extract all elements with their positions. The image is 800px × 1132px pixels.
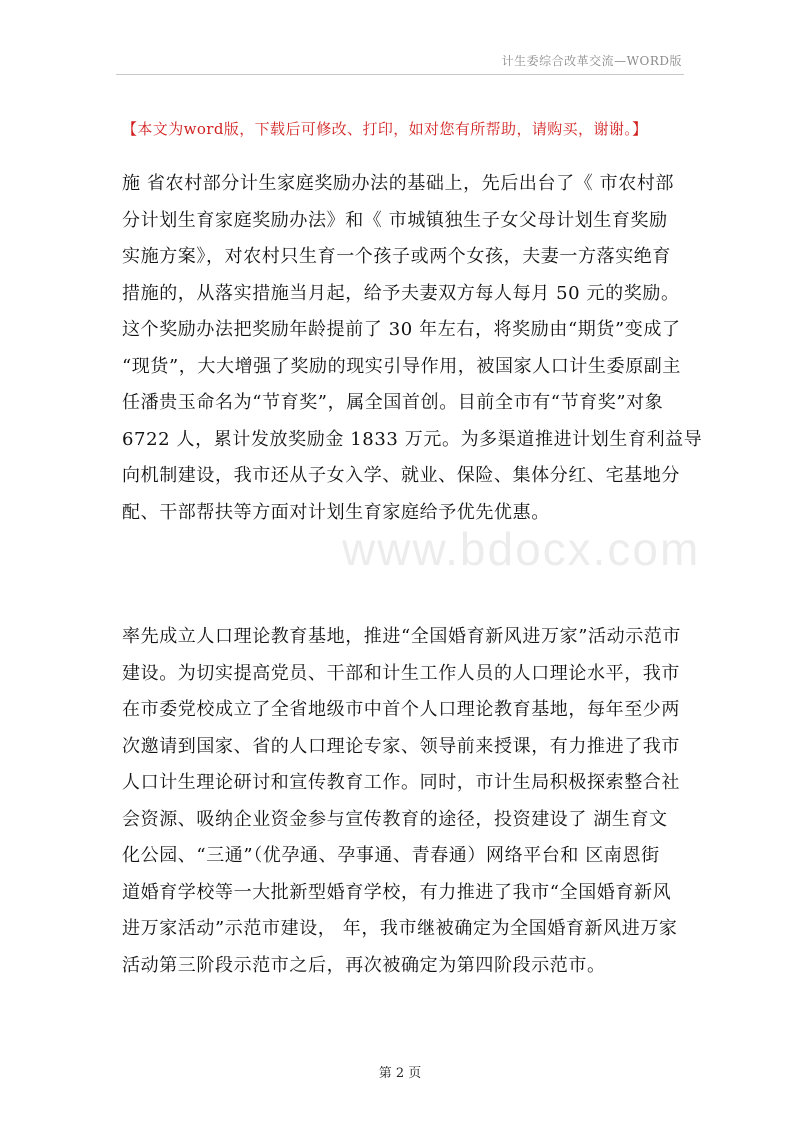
- paragraph-line: 进万家活动”示范市建设， 年，我市继被确定为全国婚育新风进万家: [122, 918, 678, 939]
- paragraph-2: [122, 619, 682, 984]
- page-number: 第 2 页: [378, 1066, 422, 1081]
- paragraph-line: “现货”，大大增强了奖励的现实引导作用，被国家人口计生委原副主: [122, 355, 682, 377]
- paragraph-line: 这个奖励办法把奖励年龄提前了 30 年左右，将奖励由“期货”变成了: [122, 319, 681, 340]
- paragraph-line: 措施的，从落实措施当月起，给予夫妻双方每人每月 50 元的奖励。: [122, 282, 680, 304]
- paragraph-line: 会资源、吸纳企业资金参与宣传教育的途径，投资建设了 湖生育文: [122, 808, 668, 830]
- paragraph-line: 建设。为切实提高党员、干部和计生工作人员的人口理论水平，我市: [122, 662, 680, 684]
- paragraph-line: 向机制建设，我市还从子女入学、就业、保险、集体分红、宅基地分: [122, 465, 680, 486]
- paragraph-line: 配、干部帮扶等方面对计划生育家庭给予优先优惠。: [122, 501, 550, 523]
- paragraph-line: 实施方案》，对农村只生育一个孩子或两个女孩，夫妻一方落实绝育: [122, 246, 671, 267]
- download-notice: 【本文为word版，下载后可修改、打印，如对您有所帮助，请购买，谢谢。】: [122, 120, 648, 138]
- header-title: 计生委综合改革交流—WORD版: [501, 54, 682, 68]
- paragraph-line: 6722 人，累计发放奖励金 1833 万元。为多渠道推进计划生育利益导: [122, 428, 703, 450]
- paragraph-1: [122, 166, 703, 531]
- paragraph-line: 在市委党校成立了全省地级市中首个人口理论教育基地，每年至少两: [122, 699, 680, 720]
- paragraph-line: 任潘贵玉命名为“节育奖”，属全国首创。目前全市有“节育奖”对象: [122, 392, 664, 413]
- paragraph-line: 化公园、“三通”（优孕通、孕事通、青春通）网络平台和 区南恩街: [122, 845, 660, 866]
- paragraph-line: 施 省农村部分计生家庭奖励办法的基础上，先后出台了《 市农村部: [122, 173, 675, 194]
- paragraph-line: 次邀请到国家、省的人口理论专家、领导前来授课，有力推进了我市: [122, 735, 680, 757]
- paragraph-line: 活动第三阶段示范市之后，再次被确定为第四阶段示范市。: [122, 954, 606, 976]
- watermark: www.bdocx.com: [342, 523, 701, 575]
- header-divider: [116, 74, 684, 75]
- paragraph-line: 分计划生育家庭奖励办法》和《 市城镇独生子女父母计划生育奖励: [122, 209, 668, 231]
- paragraph-line: 道婚育学校等一大批新型婚育学校，有力推进了我市“全国婚育新风: [122, 881, 672, 903]
- paragraph-line: 率先成立人口理论教育基地，推进“全国婚育新风进万家”活动示范市: [122, 626, 682, 647]
- paragraph-line: 人口计生理论研讨和宣传教育工作。同时，市计生局积极探索整合社: [122, 772, 680, 793]
